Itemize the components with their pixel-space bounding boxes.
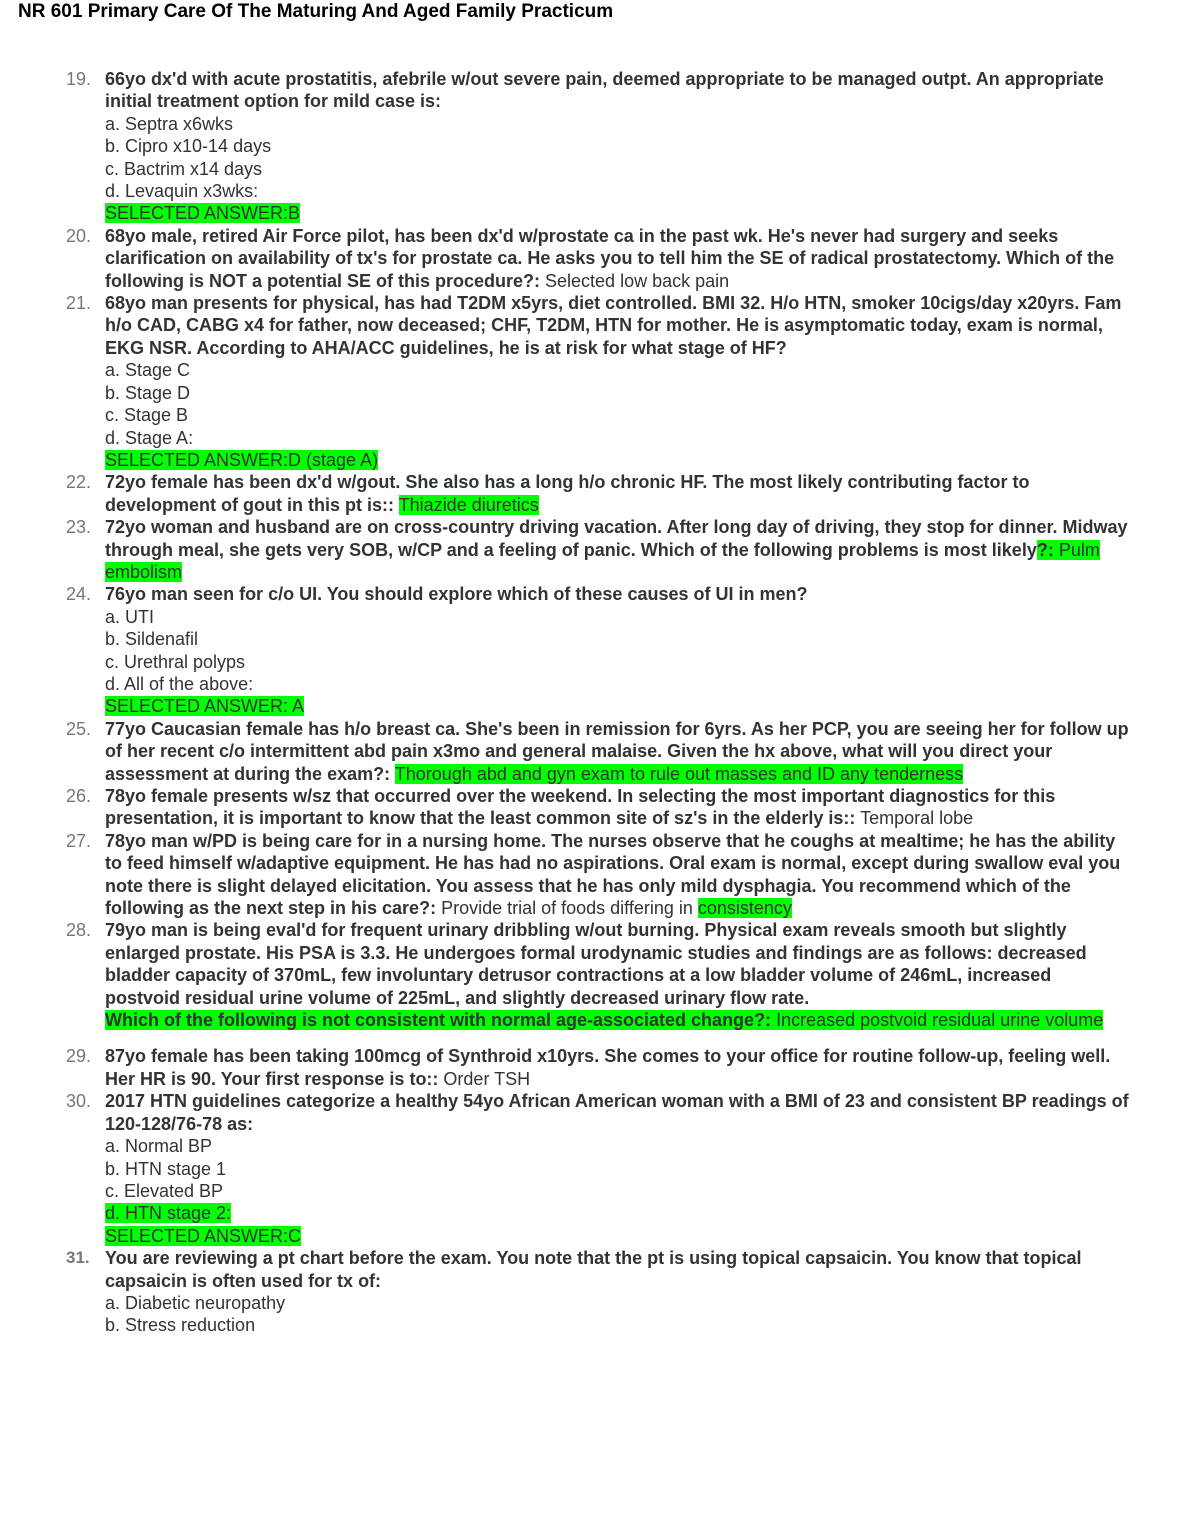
question-28 [0, 919, 1190, 1031]
answer-text: Thorough abd and gyn exam to rule out masses and ID any tenderness [394, 763, 964, 784]
option-c: c. Stage B [105, 405, 189, 426]
option-a: a. Diabetic neuropathy [105, 1292, 286, 1313]
selected-answer: SELECTED ANSWER:D (stage A) [105, 449, 379, 470]
answer-text: Provide trial of foods differing in [436, 898, 698, 919]
selected-answer: SELECTED ANSWER:C [105, 1225, 302, 1246]
option-a: a. UTI [105, 606, 155, 627]
question-text: 72yo woman and husband are on cross-country driving vacation. After long day of driving, they stop for dinner. Midway through meal, she gets very SOB, w/CP and a feeling of panic. Which of the following problems is most likely [105, 517, 1128, 560]
option-b: b. HTN stage 1 [105, 1158, 227, 1179]
question-number: 30. [66, 1091, 92, 1112]
question-27 [0, 830, 1190, 920]
option-b: b. Stress reduction [105, 1315, 256, 1336]
question-text: 78yo female presents w/sz that occurred over the weekend. In selecting the most important diagnostics for this presentation, it is important to know that the least common site of sz's in the elderly is:: [105, 786, 1056, 829]
question-number: 23. [66, 517, 92, 538]
answer-text: Thiazide diuretics [398, 494, 539, 515]
question-number: 31. [66, 1248, 90, 1268]
question-20 [0, 225, 1190, 292]
answer-text-highlight: consistency [697, 898, 792, 919]
question-number: 21. [66, 293, 92, 314]
question-number: 25. [66, 718, 92, 739]
answer-text: Selected low back pain [540, 270, 730, 291]
question-24 [0, 583, 1190, 717]
option-d: d. Stage A: [105, 427, 194, 448]
question-21 [0, 292, 1190, 471]
question-text: 68yo man presents for physical, has had T2DM x5yrs, diet controlled. BMI 32. H/o HTN, smoker 10cigs/day x20yrs. Fam h/o CAD, CABG x4 for father, now deceased; CHF, T2DM, HTN for mother. He is asymptomatic today, exam is normal, EKG NSR. According to AHA/ACC guidelines, he is at risk for what stage of HF? [105, 293, 1122, 358]
question-text: 68yo male, retired Air Force pilot, has been dx'd w/prostate ca in the past wk. He's never had surgery and seeks clarification on availability of tx's for prostate ca. He asks you to tell him the SE of radical prostatectomy. Which of the following is NOT a potential SE of this procedure?: [105, 225, 1115, 291]
option-a: a. Stage C [105, 360, 191, 381]
option-d: d. All of the above: [105, 673, 254, 694]
question-text-highlight: Which of the following is not consistent with normal age-associated change?: [105, 1010, 772, 1031]
option-a: a. Normal BP [105, 1136, 213, 1157]
question-30 [0, 1090, 1190, 1247]
question-number: 20. [66, 225, 92, 246]
question-number: 28. [66, 920, 92, 941]
question-22 [0, 471, 1190, 516]
question-text: You are reviewing a pt chart before the exam. You note that the pt is using topical capsaicin. You know that topical capsaicin is often used for tx of: [105, 1248, 1082, 1291]
question-31 [0, 1247, 1190, 1337]
answer-text: Increased postvoid residual urine volume [771, 1010, 1104, 1031]
question-text: 76yo man seen for c/o UI. You should explore which of these causes of UI in men? [105, 584, 808, 605]
question-19 [0, 68, 1190, 225]
question-text: 87yo female has been taking 100mcg of Synthroid x10yrs. She comes to your office for routine follow-up, feeling well. Her HR is 90. Your first response is to:: [105, 1046, 1111, 1089]
answer-text: Pulm embolism [105, 539, 1100, 582]
question-number: 22. [66, 472, 92, 493]
page-title: NR 601 Primary Care Of The Maturing And Aged Family Practicum [18, 1, 614, 22]
question-text: 66yo dx'd with acute prostatitis, afebrile w/out severe pain, deemed appropriate to be managed outpt. An appropriate initial treatment option for mild case is: [105, 69, 1104, 112]
option-a: a. Septra x6wks [105, 113, 234, 134]
option-c: c. Urethral polyps [105, 651, 246, 672]
question-number: 26. [66, 786, 92, 806]
question-text: 77yo Caucasian female has h/o breast ca. She's been in remission for 6yrs. As her PCP, you are seeing her for follow up of her recent c/o intermittent abd pain x3mo and general malaise. Given the hx above, what will you direct your assessment at during the exam?: [105, 718, 1129, 784]
question-text: 79yo man is being eval'd for frequent urinary dribbling w/out burning. Physical exam reveals smooth but slightly enlarged prostate. His PSA is 3.3. He undergoes formal urodynamic studies and findings are as follows: decreased bladder capacity of 370mL, few involuntary detrusor contractions at a low bladder volume of 246mL, increased postvoid residual urine volume of 225mL, and slightly decreased urinary flow rate. [105, 920, 1087, 1008]
question-text: 78yo man w/PD is being care for in a nursing home. The nurses observe that he coughs at mealtime; he has the ability to feed himself w/adaptive equipment. He has had no aspirations. Oral exam is normal, except during swallow eval you note there is slight delayed elicitation. You assess that he has only mild dysphagia. You recommend which of the following as the next step in his care?: [105, 830, 1121, 919]
question-text: 72yo female has been dx'd w/gout. She also has a long h/o chronic HF. The most likely contributing factor to development of gout in this pt is:: [105, 472, 1030, 515]
option-b: b. Cipro x10-14 days [105, 136, 272, 157]
question-26 [0, 785, 1190, 830]
option-c: c. Elevated BP [105, 1180, 224, 1201]
option-d: d. HTN stage 2: [105, 1203, 232, 1224]
question-number: 24. [66, 584, 92, 605]
question-text-highlight: ?: [1036, 539, 1054, 560]
selected-answer: SELECTED ANSWER:B [105, 203, 301, 224]
answer-text: Temporal lobe [855, 808, 974, 829]
option-b: b. Sildenafil [105, 629, 199, 650]
selected-answer: SELECTED ANSWER: A [105, 696, 305, 717]
question-23 [0, 516, 1190, 583]
question-number: 27. [66, 830, 92, 851]
question-29 [0, 1045, 1190, 1090]
question-list [0, 68, 1190, 1337]
question-25 [0, 718, 1190, 785]
question-number: 19. [66, 69, 92, 89]
option-c: c. Bactrim x14 days [105, 158, 263, 179]
option-b: b. Stage D [105, 382, 191, 403]
option-d: d. Levaquin x3wks: [105, 181, 259, 202]
answer-text: Order TSH [438, 1068, 531, 1089]
question-text: 2017 HTN guidelines categorize a healthy 54yo African American woman with a BMI of 23 and consistent BP readings of 120-128/76-78 as: [105, 1091, 1129, 1134]
question-number: 29. [66, 1046, 92, 1067]
